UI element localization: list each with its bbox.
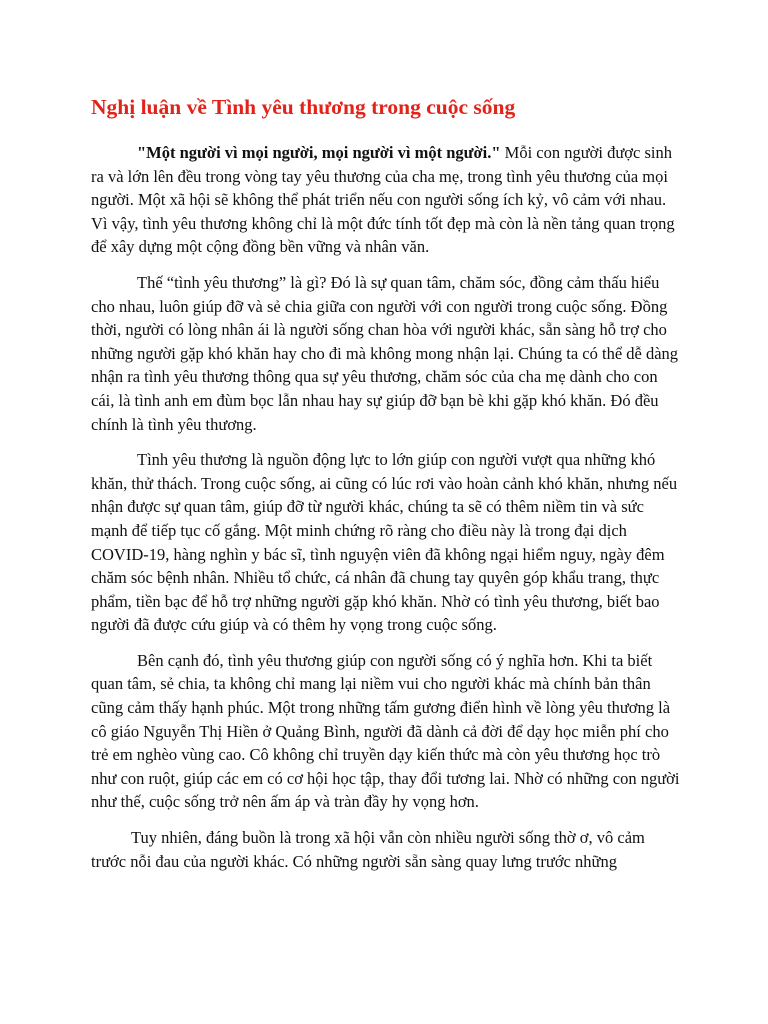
paragraph-4: Bên cạnh đó, tình yêu thương giúp con người sống có ý nghĩa hơn. Khi ta biết quan tâm, sẻ chia, ta không chỉ mang lại niềm vui cho người khác mà chính bản thân cũng cảm thấy hạnh phúc. Một trong những tấm gương điển hình về lòng yêu thương là cô giáo Nguyễn Thị Hiền ở Quảng Bình, người đã dành cả đời để dạy học miễn phí cho trẻ em nghèo vùng cao. Cô không chỉ truyền dạy kiến thức mà còn yêu thương học trò như con ruột, giúp các em có cơ hội học tập, thay đổi tương lai. Nhờ có những con người như thế, cuộc sống trở nên ấm áp và tràn đầy hy vọng hơn. bbox=[91, 650, 680, 812]
paragraph-1-text: Mỗi con người được sinh ra và lớn lên đều trong vòng tay yêu thương của cha mẹ, trong tình yêu thương của mọi người. Một xã hội sẽ không thể phát triển nếu con người sống ích kỷ, vô cảm với nhau. Vì vậy, tình yêu thương không chỉ là một đức tính tốt đẹp mà còn là nền tảng quan trọng để xây dựng một cộng đồng bền vững và nhân văn. bbox=[91, 143, 675, 257]
paragraph-2: Thế “tình yêu thương” là gì? Đó là sự quan tâm, chăm sóc, đồng cảm thấu hiểu cho nhau, luôn giúp đỡ và sẻ chia giữa con người với con người trong cuộc sống. Đồng thời, người có lòng nhân ái là người sống chan hòa với người khác, sẵn sàng hỗ trợ cho những người gặp khó khăn hay cho đi mà không mong nhận lại. Chúng ta có thể dễ dàng nhận ra tình yêu thương thông qua sự yêu thương, chăm sóc của cha mẹ dành cho con cái, là tình anh em đùm bọc lẫn nhau hay sự giúp đỡ bạn bè khi gặp khó khăn. Đó đều chính là tình yêu thương. bbox=[91, 272, 679, 434]
paragraph-3: Tình yêu thương là nguồn động lực to lớn giúp con người vượt qua những khó khăn, thử thách. Trong cuộc sống, ai cũng có lúc rơi vào hoàn cảnh khó khăn, nhưng nếu nhận được sự quan tâm, giúp đỡ từ người khác, chúng ta sẽ có thêm niềm tin và sức mạnh để tiếp tục cố gắng. Một minh chứng rõ ràng cho điều này là trong đại dịch COVID-19, hàng nghìn y bác sĩ, tình nguyện viên đã không ngại hiểm nguy, ngày đêm chăm sóc bệnh nhân. Nhiều tổ chức, cá nhân đã chung tay quyên góp khẩu trang, thực phẩm, tiền bạc để hỗ trợ những người gặp khó khăn. Nhờ có tình yêu thương, biết bao người đã được cứu giúp và có thêm hy vọng trong cuộc sống. bbox=[91, 450, 678, 635]
opening-quote: "Một người vì mọi người, mọi người vì một người." bbox=[137, 143, 501, 162]
paragraph-1 bbox=[91, 141, 681, 259]
paragraph-5: Tuy nhiên, đáng buồn là trong xã hội vẫn còn nhiều người sống thờ ơ, vô cảm trước nỗi đau của người khác. Có những người sẵn sàng quay lưng trước những bbox=[91, 828, 645, 871]
document-body bbox=[91, 92, 681, 885]
document-title: Nghị luận về Tình yêu thương trong cuộc sống bbox=[91, 95, 516, 119]
